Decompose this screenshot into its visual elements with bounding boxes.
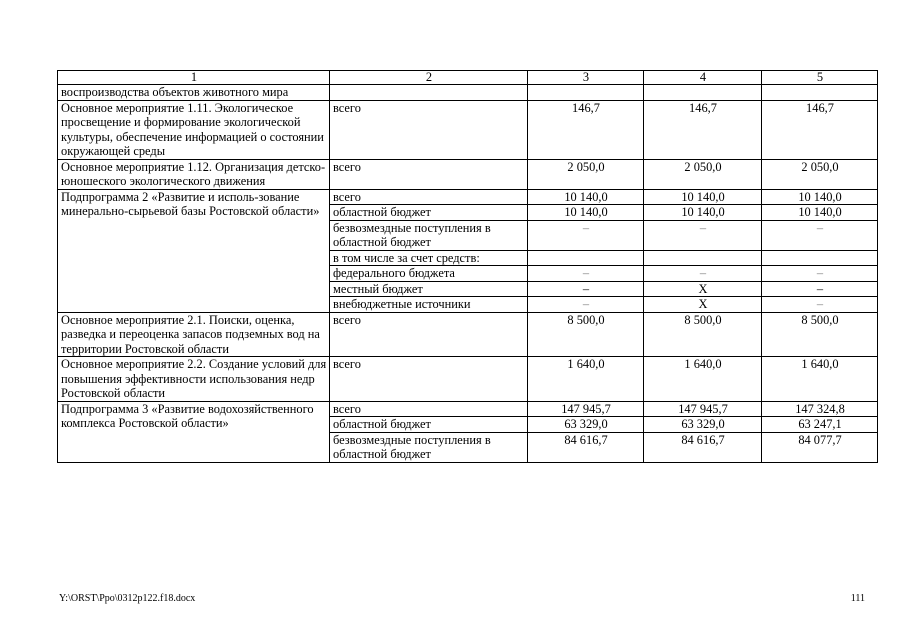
value-col4 [644,85,762,101]
value-col4: – [644,220,762,250]
funding-source [330,85,528,101]
funding-source: всего [330,312,528,357]
value-col3: – [528,281,644,297]
value-col4: 8 500,0 [644,312,762,357]
value-col5: 146,7 [762,100,878,159]
value-col5: 63 247,1 [762,417,878,433]
funding-source: безвозмездные поступления в областной бюджет [330,220,528,250]
funding-source: всего [330,357,528,402]
table-row [58,159,878,189]
value-col5: 84 077,7 [762,432,878,462]
table-row [58,401,878,417]
table-row [58,100,878,159]
value-col5: 147 324,8 [762,401,878,417]
table-row [58,85,878,101]
row-description: Основное мероприятие 1.11. Экологическое просвещение и формирование экологической культуры, обеспечение информацией о состоянии окружающей среды [58,100,330,159]
funding-source: федерального бюджета [330,266,528,282]
row-description: Основное мероприятие 2.1. Поиски, оценка, разведка и переоценка запасов подземных вод на территории Ростовской области [58,312,330,357]
table-row [58,189,878,205]
value-col5: – [762,297,878,313]
row-description: Основное мероприятие 2.2. Создание условий для повышения эффективности использования недр Ростовской области [58,357,330,402]
value-col5: – [762,281,878,297]
value-col3: 1 640,0 [528,357,644,402]
column-number: 5 [762,71,878,85]
value-col5: 1 640,0 [762,357,878,402]
value-col4: 63 329,0 [644,417,762,433]
funding-source: областной бюджет [330,417,528,433]
value-col5 [762,85,878,101]
funding-source: областной бюджет [330,205,528,221]
column-number: 2 [330,71,528,85]
value-col3: 146,7 [528,100,644,159]
table-row [58,312,878,357]
column-number: 1 [58,71,330,85]
funding-source: всего [330,100,528,159]
column-number: 3 [528,71,644,85]
value-col4: 1 640,0 [644,357,762,402]
value-col4 [644,250,762,266]
row-description: воспроизводства объектов животного мира [58,85,330,101]
row-description: Основное мероприятие 1.12. Организация детско-юношеского экологического движения [58,159,330,189]
value-col3: 10 140,0 [528,205,644,221]
value-col5: 10 140,0 [762,189,878,205]
value-col4: 10 140,0 [644,205,762,221]
value-col3: – [528,220,644,250]
value-col3: 8 500,0 [528,312,644,357]
column-number-row [58,71,878,85]
value-col3: 63 329,0 [528,417,644,433]
table-row [58,357,878,402]
value-col4: 146,7 [644,100,762,159]
value-col5: – [762,220,878,250]
value-col5: 10 140,0 [762,205,878,221]
page-number: 111 [850,593,865,604]
value-col3: – [528,297,644,313]
value-col4: 10 140,0 [644,189,762,205]
value-col3: – [528,266,644,282]
column-number: 4 [644,71,762,85]
funding-source: всего [330,189,528,205]
value-col3: 147 945,7 [528,401,644,417]
value-col4: Х [644,281,762,297]
value-col3: 2 050,0 [528,159,644,189]
value-col5: – [762,266,878,282]
file-path-footer: Y:\ORST\Ppo\0312p122.f18.docx [59,593,196,604]
program-title: Подпрограмма 3 «Развитие водохозяйственного комплекса Ростовской области» [58,401,330,462]
value-col4: 147 945,7 [644,401,762,417]
value-col4: 84 616,7 [644,432,762,462]
value-col4: Х [644,297,762,313]
value-col5 [762,250,878,266]
funding-source: всего [330,159,528,189]
funding-source: всего [330,401,528,417]
value-col3: 84 616,7 [528,432,644,462]
value-col3 [528,85,644,101]
program-title: Подпрограмма 2 «Развитие и исполь-зование минерально-сырьевой базы Ростовской области» [58,189,330,312]
value-col5: 2 050,0 [762,159,878,189]
value-col3: 10 140,0 [528,189,644,205]
value-col5: 8 500,0 [762,312,878,357]
funding-source: безвозмездные поступления в областной бюджет [330,432,528,462]
funding-source: внебюджетные источники [330,297,528,313]
value-col4: 2 050,0 [644,159,762,189]
funding-source: местный бюджет [330,281,528,297]
budget-table [57,70,878,463]
value-col3 [528,250,644,266]
value-col4: – [644,266,762,282]
funding-source: в том числе за счет средств: [330,250,528,266]
